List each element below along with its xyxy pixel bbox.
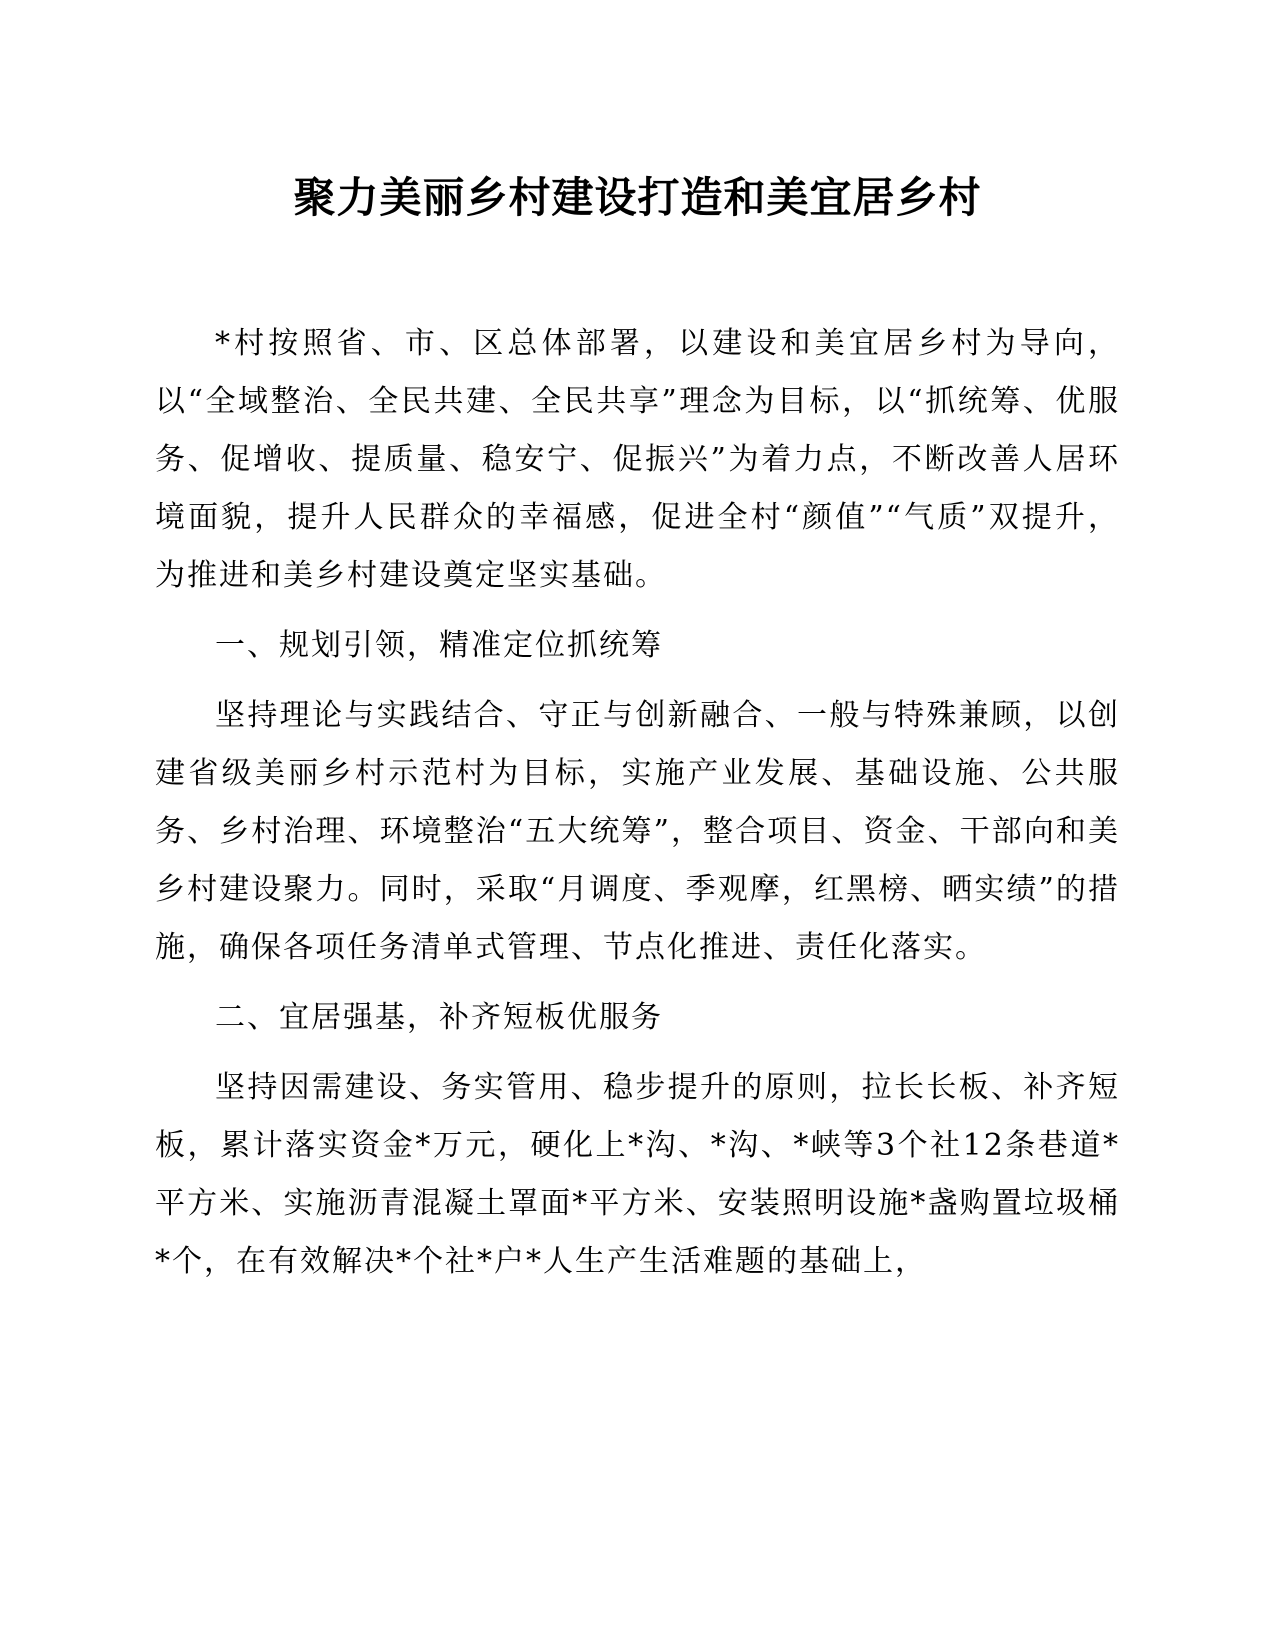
section-heading-2: 二、宜居强基，补齐短板优服务 <box>215 1000 663 1035</box>
intro-paragraph: *村按照省、市、区总体部署，以建设和美宜居乡村为导向，以“全域整治、全民共建、全民共享”理念为目标，以“抓统筹、优服务、促增收、提质量、稳安宁、促振兴”为着力点，不断改善人居环境面貌，提升人民群众的幸福感，促进全村“颜值”“气质”双提升，为推进和美乡村建设奠定坚实基础。 <box>155 326 1120 593</box>
document-body <box>155 315 1120 1303</box>
section-1-paragraph: 坚持理论与实践结合、守正与创新融合、一般与特殊兼顾，以创建省级美丽乡村示范村为目标，实施产业发展、基础设施、公共服务、乡村治理、环境整治“五大统筹”，整合项目、资金、干部向和美乡村建设聚力。同时，采取“月调度、季观摩，红黑榜、晒实绩”的措施，确保各项任务清单式管理、节点化推进、责任化落实。 <box>155 698 1120 965</box>
section-heading-1: 一、规划引领，精准定位抓统筹 <box>215 628 663 663</box>
section-2-paragraph: 坚持因需建设、务实管用、稳步提升的原则，拉长长板、补齐短板，累计落实资金*万元，硬化上*沟、*沟、*峡等3个社12条巷道*平方米、实施沥青混凝土罩面*平方米、安装照明设施*盏购置垃圾桶*个，在有效解决*个社*户*人生产生活难题的基础上， <box>155 1070 1120 1279</box>
document-title: 聚力美丽乡村建设打造和美宜居乡村 <box>293 173 982 222</box>
